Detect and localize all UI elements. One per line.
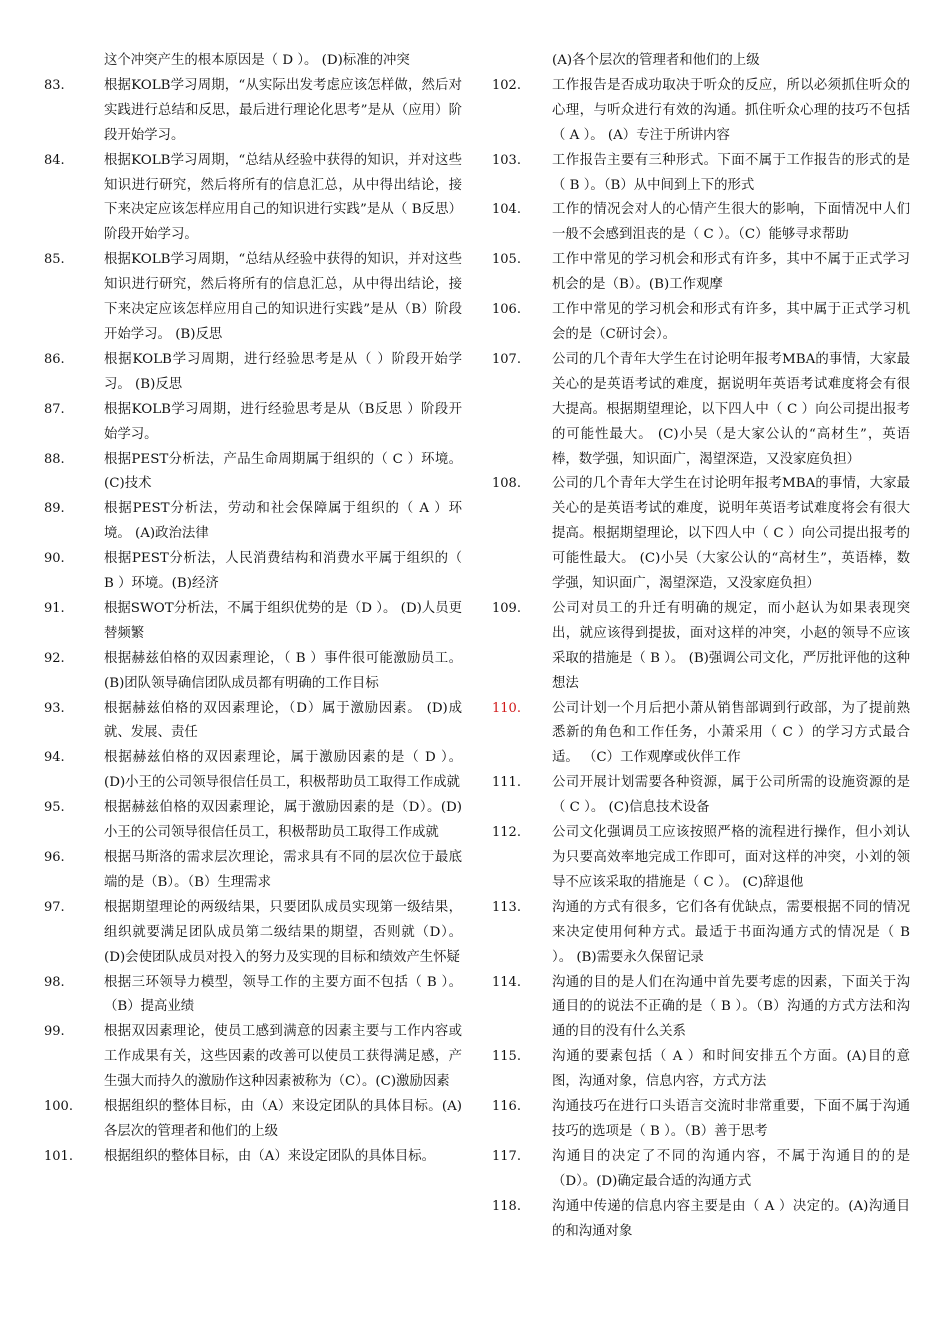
question-item <box>42 398 462 448</box>
question-number: 104. <box>492 202 521 218</box>
question-number: 83. <box>44 77 65 93</box>
question-text: 根据赫兹伯格的双因素理论，（ B ）事件很可能激励员工。 (B)团队领导确信团队成员都有明确的工作目标 <box>104 650 462 691</box>
question-text: 根据KOLB学习周期，“总结从经验中获得的知识，并对这些知识进行研究，然后将所有的信息汇总，从中得出结论，接下来决定应该怎样应用自己的知识进行实践”是从（ B反思）阶段开始学习。 <box>104 152 462 243</box>
question-number: 89. <box>44 501 65 517</box>
question-text: 工作报告主要有三种形式。下面不属于工作报告的形式的是（ B ）。（B）从中间到上下的形式 <box>552 152 910 193</box>
question-text: 公司的几个青年大学生在讨论明年报考MBA的事情，大家最关心的是英语考试的难度，说明年英语考试难度将会有很大提高。根据期望理论，以下四人中（ C ）向公司提出报考的可能性最大。 (C)小吴（大家公认的“高材生”，英语棒，数学强，知识面广，渴望深造，又没家庭负担） <box>552 476 910 592</box>
question-number: 100. <box>44 1099 73 1115</box>
question-text: 根据SWOT分析法，不属于组织优势的是（D ）。 (D)人员更替频繁 <box>104 600 462 641</box>
question-item <box>490 472 910 597</box>
question-text: 沟通目的决定了不同的沟通内容，不属于沟通目的的是（D）。(D)确定最合适的沟通方式 <box>552 1148 910 1189</box>
question-text: 工作报告是否成功取决于听众的反应，所以必须抓住听众的心理，与听众进行有效的沟通。抓住听众心理的技巧不包括（ A ）。 (A）专注于所讲内容 <box>552 77 910 143</box>
question-text: 沟通的方式有很多，它们各有优缺点，需要根据不同的情况来决定使用何种方式。最适于书面沟通方式的情况是（ B ）。 (B)需要永久保留记录 <box>552 899 910 965</box>
question-text: 根据PEST分析法，人民消费结构和消费水平属于组织的（ B ）环境。(B)经济 <box>104 551 462 592</box>
question-item <box>42 74 462 149</box>
question-text: (A)各个层次的管理者和他们的上级 <box>552 53 760 68</box>
question-number: 102. <box>492 77 521 93</box>
question-item <box>42 697 462 747</box>
question-number: 85. <box>44 252 65 268</box>
question-number: 101. <box>44 1148 73 1164</box>
question-item <box>42 597 462 647</box>
question-text: 根据组织的整体目标，由（A）来设定团队的具体目标。 <box>104 1148 436 1164</box>
question-item <box>490 74 910 149</box>
question-item <box>490 248 910 298</box>
question-item <box>42 1095 462 1145</box>
question-item <box>490 597 910 697</box>
question-text: 公司计划一个月后把小萧从销售部调到行政部，为了提前熟悉新的角色和工作任务，小萧采用（ C ）的学习方式最合适。 （C）工作观摩或伙伴工作 <box>552 700 910 766</box>
question-item <box>490 1195 910 1245</box>
question-item <box>490 697 910 772</box>
question-text: 根据组织的整体目标，由（A）来设定团队的具体目标。(A)各层次的管理者和他们的上级 <box>104 1099 462 1139</box>
question-text: 根据PEST分析法，产品生命周期属于组织的（ C ）环境。(C)技术 <box>104 451 462 492</box>
question-item <box>42 497 462 547</box>
question-number: 86. <box>44 351 65 367</box>
question-item <box>490 771 910 821</box>
question-text: 根据赫兹伯格的双因素理论，属于激励因素的是（ D ）。 (D)小王的公司领导很信任员工，积极帮助员工取得工作成就 <box>104 750 462 791</box>
question-text: 沟通的要素包括（ A ）和时间安排五个方面。(A)目的意图，沟通对象，信息内容，方式方法 <box>552 1049 910 1090</box>
question-item <box>490 1145 910 1195</box>
question-item <box>490 149 910 199</box>
question-number: 115. <box>492 1049 521 1065</box>
question-text: 根据KOLB学习周期，进行经验思考是从（ ）阶段开始学习。 (B)反思 <box>104 351 462 392</box>
question-text: 根据马斯洛的需求层次理论，需求具有不同的层次位于最底端的是（B）。（B）生理需求 <box>104 850 462 890</box>
question-text: 根据PEST分析法，劳动和社会保障属于组织的（ A ）环境。 (A)政治法律 <box>104 501 462 542</box>
question-text: 沟通技巧在进行口头语言交流时非常重要，下面不属于沟通技巧的选项是（ B ）。（B）善于思考 <box>552 1099 910 1139</box>
question-number: 116. <box>492 1099 521 1115</box>
question-item <box>42 547 462 597</box>
question-item <box>490 896 910 971</box>
question-number: 106. <box>492 302 521 318</box>
question-number: 114. <box>492 974 521 990</box>
question-item <box>42 796 462 846</box>
question-item <box>490 1045 910 1095</box>
question-number: 84. <box>44 152 65 168</box>
question-item <box>490 298 910 348</box>
question-text: 根据三环领导力模型，领导工作的主要方面不包括（ B ）。（B）提高业绩 <box>104 974 462 1015</box>
question-text: 公司对员工的升迁有明确的规定，而小赵认为如果表现突出，就应该得到提拔，面对这样的冲突，小赵的领导不应该采取的措施是（ B ）。 (B)强调公司文化，严厉批评他的这种想法 <box>552 600 910 691</box>
question-text: 根据KOLB学习周期，“从实际出发考虑应该怎样做，然后对实践进行总结和反思，最后进行理论化思考”是从（应用）阶段开始学习。 <box>104 77 462 143</box>
question-number: 91. <box>44 600 65 616</box>
question-item <box>42 647 462 697</box>
right-column <box>490 49 910 1245</box>
question-number: 117. <box>492 1148 521 1164</box>
question-text: 根据双因素理论，使员工感到满意的因素主要与工作内容或工作成果有关，这些因素的改善可以使员工获得满足感，产生强大而持久的激励作这种因素被称为（C）。(C)激励因素 <box>104 1024 462 1090</box>
question-continuation <box>42 49 462 74</box>
question-number: 113. <box>492 899 521 915</box>
question-text: 沟通的目的是人们在沟通中首先要考虑的因素，下面关于沟通目的的说法不正确的是（ B ）。（B）沟通的方式方法和沟通的目的没有什么关系 <box>552 974 910 1040</box>
question-number: 99. <box>44 1024 65 1040</box>
question-text: 工作的情况会对人的心情产生很大的影响，下面情况中人们一般不会感到沮丧的是（ C ）。（C）能够寻求帮助 <box>552 202 910 243</box>
question-text: 沟通中传递的信息内容主要是由（ A ）决定的。(A)沟通目的和沟通对象 <box>552 1198 910 1239</box>
question-item <box>42 846 462 896</box>
question-number: 88. <box>44 451 65 467</box>
left-column <box>42 49 462 1170</box>
question-text: 工作中常见的学习机会和形式有许多，其中属于正式学习机会的是（C研讨会）。 <box>552 302 910 342</box>
question-item <box>42 248 462 348</box>
question-item <box>42 149 462 249</box>
question-text: 公司的几个青年大学生在讨论明年报考MBA的事情，大家最关心的是英语考试的难度，据说明年英语考试难度将会有很大提高。根据期望理论，以下四人中（ C ）向公司提出报考的可能性最大。 (C)小吴（是大家公认的“高材生”，英语棒，数学强，知识面广，渴望深造，又没家庭负担） <box>552 351 910 467</box>
question-number: 112. <box>492 825 521 841</box>
question-item <box>490 198 910 248</box>
question-item <box>490 1095 910 1145</box>
question-text: 根据赫兹伯格的双因素理论，（D）属于激励因素。 (D)成就、发展、责任 <box>104 700 462 741</box>
question-item <box>42 1020 462 1095</box>
question-item <box>42 971 462 1021</box>
question-number: 108. <box>492 476 521 492</box>
question-number: 103. <box>492 152 521 168</box>
question-number: 93. <box>44 700 65 716</box>
question-number: 92. <box>44 650 65 666</box>
question-number: 109. <box>492 600 521 616</box>
question-text: 公司开展计划需要各种资源，属于公司所需的设施资源的是（ C ）。 (C)信息技术设备 <box>552 775 910 816</box>
question-text: 根据期望理论的两级结果，只要团队成员实现第一级结果，组织就要满足团队成员第二级结果的期望，否则就（D）。(D)会使团队成员对投入的努力及实现的目标和绩效产生怀疑 <box>104 899 462 965</box>
question-text: 工作中常见的学习机会和形式有许多，其中不属于正式学习机会的是（B）。(B)工作观摩 <box>552 252 910 293</box>
question-text: 公司文化强调员工应该按照严格的流程进行操作，但小刘认为只要高效率地完成工作即可，面对这样的冲突，小刘的领导不应该采取的措施是（ C ）。 (C)辞退他 <box>552 825 910 890</box>
question-number: 105. <box>492 252 521 268</box>
question-item <box>42 448 462 498</box>
question-number: 94. <box>44 750 65 766</box>
question-number: 107. <box>492 351 521 367</box>
question-number: 98. <box>44 974 65 990</box>
question-item <box>490 971 910 1046</box>
question-item <box>42 746 462 796</box>
question-number: 90. <box>44 551 65 567</box>
question-text: 根据KOLB学习周期，“总结从经验中获得的知识，并对这些知识进行研究，然后将所有的信息汇总，从中得出结论，接下来决定应该怎样应用自己的知识进行实践”是从（B）阶段开始学习。 (B)反思 <box>104 252 462 342</box>
question-item <box>490 348 910 473</box>
question-item <box>42 1145 462 1170</box>
question-item <box>42 896 462 971</box>
question-text: 根据KOLB学习周期，进行经验思考是从（B反思 ）阶段开始学习。 <box>104 401 462 442</box>
question-number: 95. <box>44 800 65 816</box>
question-number: 96. <box>44 850 65 865</box>
question-number: 87. <box>44 401 65 417</box>
question-text: 根据赫兹伯格的双因素理论，属于激励因素的是（D）。(D)小王的公司领导很信任员工，积极帮助员工取得工作成就 <box>104 800 462 841</box>
question-text: 这个冲突产生的根本原因是（ D ）。 (D)标准的冲突 <box>104 53 410 68</box>
question-item <box>42 348 462 398</box>
question-item <box>490 821 910 896</box>
question-number: 97. <box>44 899 65 915</box>
question-number: 111. <box>492 775 521 791</box>
question-number: 118. <box>492 1198 521 1214</box>
question-continuation <box>490 49 910 74</box>
question-number: 110. <box>492 700 521 716</box>
